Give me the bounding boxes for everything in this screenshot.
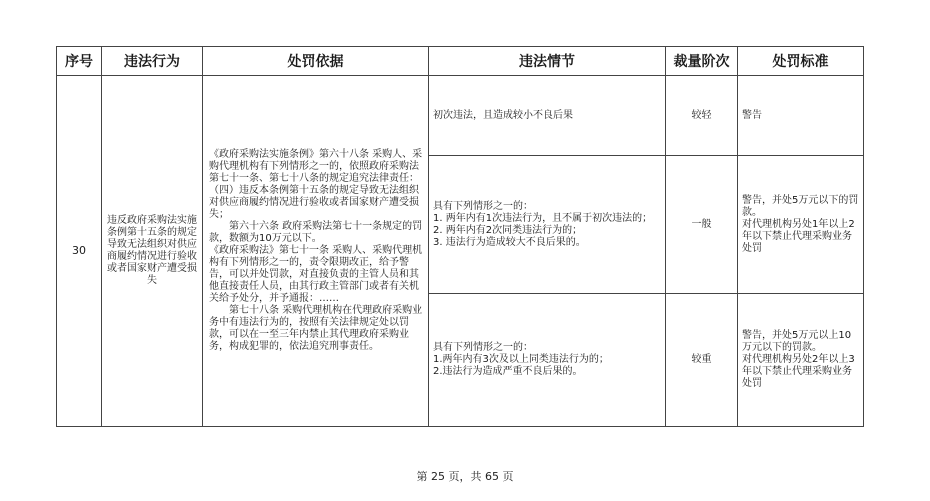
standard-light: 警告 [738, 76, 864, 156]
circumstance-severe: 具有下列情形之一的： 1.两年内有3次及以上同类违法行为的； 2.违法行为造成严重不良后果的。 [429, 294, 666, 427]
header-standard: 处罚标准 [738, 47, 864, 76]
header-circumstance: 违法情节 [429, 47, 666, 76]
row-basis: 《政府采购法实施条例》第六十八条 采购人、采购代理机构有下列情形之一的，依照政府采购法第七十一条、第七十八条的规定追究法律责任： （四）违反本条例第十五条的规定导致无法组织对供应商履约情况进行验收或者国家财产遭受损失； 第六十六条 政府采购法第七十一条规定的罚款，数额为10万元以下。 《政府采购法》第七十一条 采购人、采购代理机构有下列情形之一的，责令限期改正，给予警告，可以并处罚款，对直接负责的主管人员和其他直接责任人员，由其行政主管部门或者有关机关给予处分，并予通报：…… 第七十八条 采购代理机构在代理政府采购业务中有违法行为的，按照有关法律规定处以罚款，可以在一至三年内禁止其代理政府采购业务，构成犯罪的，依法追究刑事责任。 [203, 76, 429, 427]
level-severe: 较重 [666, 294, 738, 427]
level-normal: 一般 [666, 156, 738, 294]
header-row [57, 47, 864, 76]
level-light: 较轻 [666, 76, 738, 156]
circumstance-normal: 具有下列情形之一的： 1. 两年内有1次违法行为，且不属于初次违法的； 2. 两年内有2次同类违法行为的； 3. 违法行为造成较大不良后果的。 [429, 156, 666, 294]
penalty-table [56, 46, 864, 427]
header-seq: 序号 [57, 47, 102, 76]
standard-normal: 警告，并处5万元以下的罚款。 对代理机构另处1年以上2年以下禁止代理采购业务处罚 [738, 156, 864, 294]
circumstance-light: 初次违法，且造成较小不良后果 [429, 76, 666, 156]
header-basis: 处罚依据 [203, 47, 429, 76]
row-act: 违反政府采购法实施条例第十五条的规定导致无法组织对供应商履约情况进行验收或者国家财产遭受损失 [102, 76, 203, 427]
header-level: 裁量阶次 [666, 47, 738, 76]
header-act: 违法行为 [102, 47, 203, 76]
table-row [57, 76, 864, 156]
page-footer: 第 25 页，共 65 页 [416, 470, 514, 483]
standard-severe: 警告，并处5万元以上10万元以下的罚款。 对代理机构另处2年以上3年以下禁止代理采购业务处罚 [738, 294, 864, 427]
row-seq: 30 [57, 76, 102, 427]
